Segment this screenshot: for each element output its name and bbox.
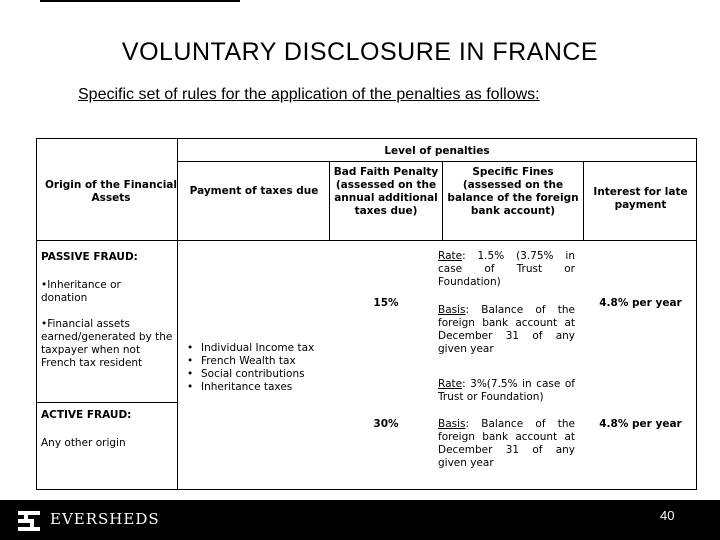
passive-rate [438, 250, 575, 289]
taxes-list [187, 342, 327, 394]
top-divider [40, 0, 240, 2]
basis-label: Basis [438, 418, 466, 430]
penalties-table [36, 138, 697, 490]
rate-label: Rate [438, 378, 463, 390]
basis-label: Basis [438, 304, 466, 316]
tax-item: • Social contributions [187, 368, 327, 381]
header-divider [37, 240, 697, 241]
tax-item: • Inheritance taxes [187, 381, 327, 394]
basis-value: : Balance of the foreign bank account at December 31 of any given year [438, 304, 575, 355]
active-origin-other: Any other origin [41, 437, 126, 449]
page-number: 40 [660, 508, 675, 523]
origin-header: Origin of the Financial Assets [45, 179, 177, 204]
payment-header: Payment of taxes due [189, 185, 319, 197]
eversheds-logo-icon [16, 509, 42, 533]
tax-item: • French Wealth tax [187, 355, 327, 368]
passive-origin-inheritance: •Inheritance or donation [41, 279, 121, 304]
page-title: VOLUNTARY DISCLOSURE IN FRANCE [121, 38, 599, 66]
rate-value: : 3%(7.5% in case of Trust or Foundation) [438, 378, 575, 403]
rate-label: Rate [438, 250, 463, 262]
active-rate [438, 378, 575, 404]
active-basis [438, 418, 575, 470]
active-interest: 4.8% per year [599, 418, 682, 430]
page-subtitle: Specific set of rules for the application of the penalties as follows: [78, 86, 540, 103]
passive-interest: 4.8% per year [599, 297, 682, 309]
passive-bad-faith-penalty: 15% [373, 297, 399, 309]
interest-header: Interest for late payment [593, 186, 688, 211]
bad-faith-header: Bad Faith Penalty (assessed on the annual additional taxes due) [333, 166, 439, 217]
brand-name: EVERSHEDS [50, 510, 160, 528]
passive-fraud-title: PASSIVE FRAUD: [41, 251, 138, 263]
passive-basis [438, 304, 575, 356]
level-of-penalties-header: Level of penalties [384, 145, 490, 157]
specific-fines-header: Specific Fines (assessed on the balance of the foreign bank account) [447, 166, 579, 217]
passive-origin-financial-assets: •Financial assets earned/generated by the taxpayer when not French tax resident [41, 318, 173, 369]
active-bad-faith-penalty: 30% [373, 418, 399, 430]
active-fraud-title: ACTIVE FRAUD: [41, 409, 132, 421]
fraud-divider [37, 402, 177, 403]
basis-value: : Balance of the foreign bank account at December 31 of any given year [438, 418, 575, 469]
rate-value: : 1.5% (3.75% in case of Trust or Foundation) [438, 250, 575, 288]
tax-item: • Individual Income tax [187, 342, 327, 355]
level-header-divider [177, 161, 697, 162]
